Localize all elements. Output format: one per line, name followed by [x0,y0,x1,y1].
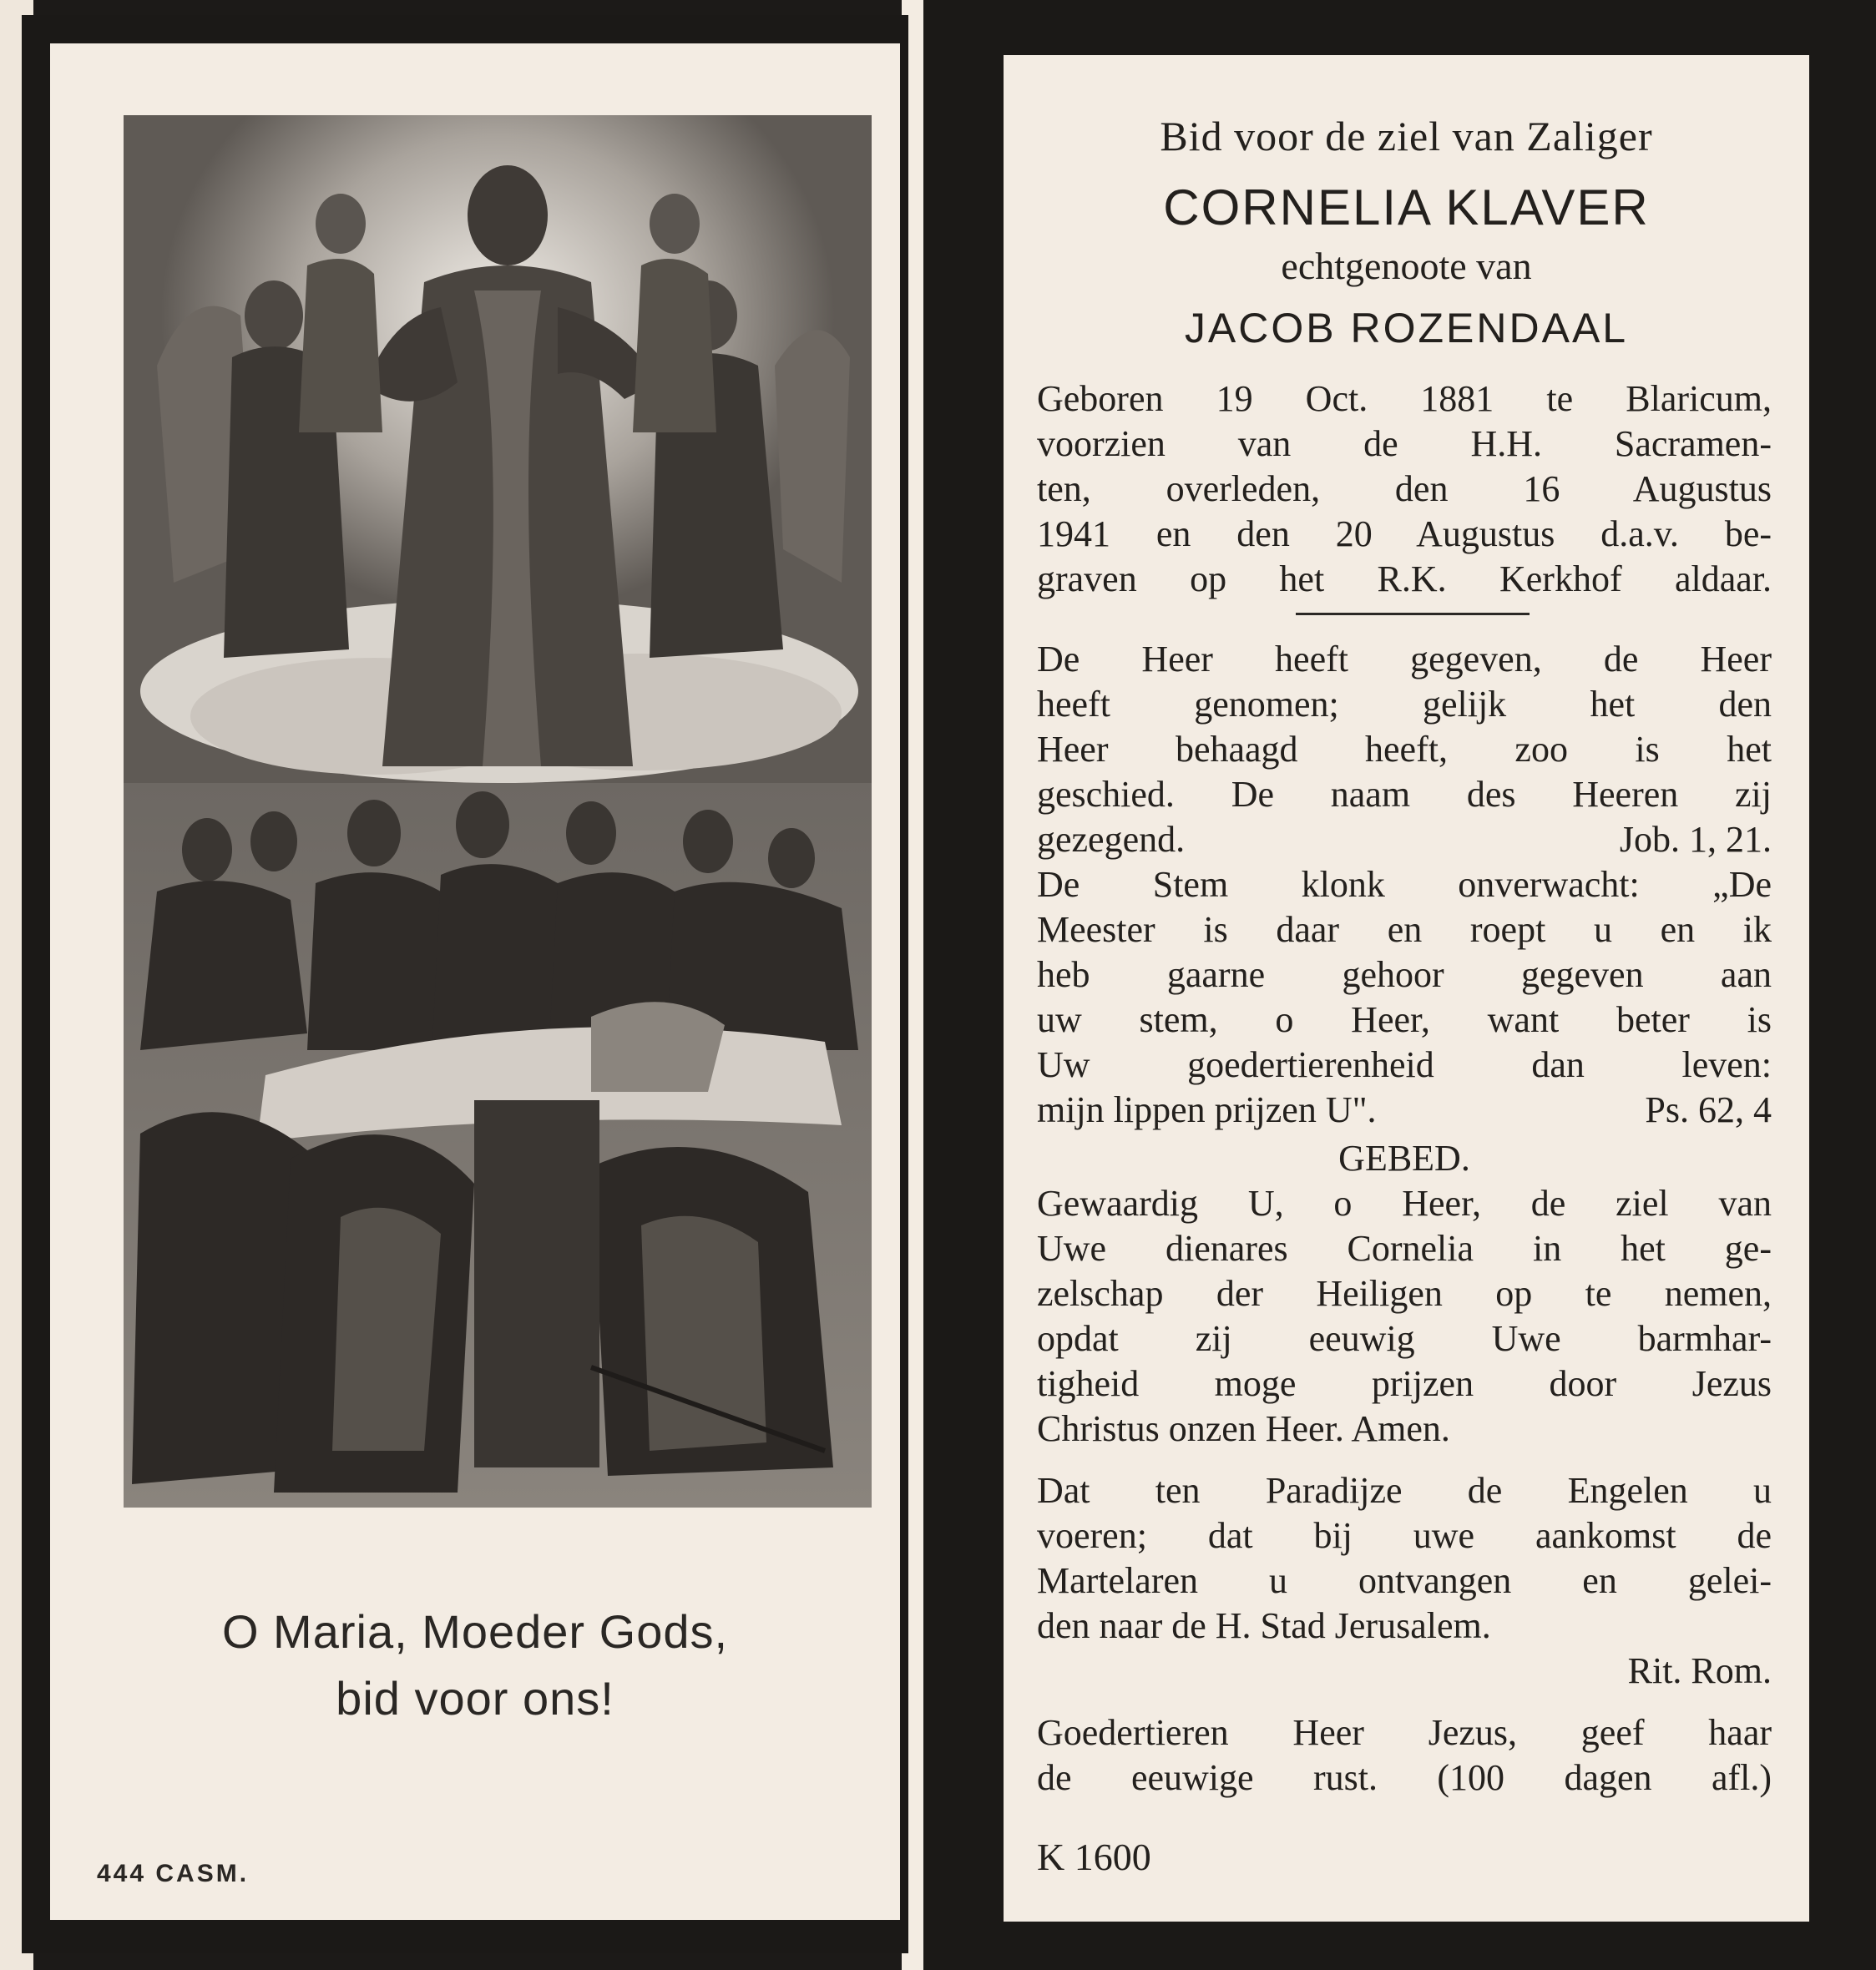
prayer-caption-line-1: O Maria, Moeder Gods, [221,1605,729,1658]
death-of-mary-engraving [124,115,872,1508]
biography-line: voorzien van de H.H. Sacramen- [1037,423,1772,464]
ritual-reference: Rit. Rom. [1627,1650,1772,1691]
prayer-line: tigheid moge prijzen door Jezus [1037,1363,1772,1404]
memorial-card-back [923,0,1876,1970]
spouse-name: JACOB ROZENDAAL [1184,305,1629,351]
ritual-line: den naar de H. Stad Jerusalem. [1037,1605,1491,1646]
verse-line: geschied. De naam des Heeren zij [1037,774,1772,815]
verse-line: mijn lippen prijzen U". [1037,1089,1377,1130]
prayer-line: Gewaardig U, o Heer, de ziel van [1037,1183,1772,1224]
prayer-line: zelschap der Heiligen op te nemen, [1037,1273,1772,1314]
devotional-illustration [124,115,872,1508]
card-front-paper [50,43,900,1920]
verse-line: heb gaarne gehoor gegeven aan [1037,954,1772,995]
verse-line: De Heer heeft gegeven, de Heer [1037,639,1772,679]
memorial-card-front [22,15,908,1953]
prayer-line: opdat zij eeuwig Uwe barmhar- [1037,1318,1772,1359]
deceased-name: CORNELIA KLAVER [1163,179,1650,235]
verse-line-with-reference [1037,818,1772,861]
scripture-reference: Job. 1, 21. [1619,819,1772,860]
prayer-line: Christus onzen Heer. Amen. [1037,1408,1450,1449]
ritual-line: voeren; dat bij uwe aankomst de [1037,1515,1772,1556]
prayer-line: Uwe dienares Cornelia in het ge- [1037,1228,1772,1269]
verse-line-with-reference [1037,1089,1772,1132]
verse-line: gezegend. [1037,819,1186,860]
prayer-title: GEBED. [1338,1138,1470,1179]
card-back-paper [1004,55,1809,1922]
biography-line: graven op het R.K. Kerkhof aldaar. [1037,558,1772,599]
verse-line: heeft genomen; gelijk het den [1037,684,1772,725]
scripture-reference: Ps. 62, 4 [1645,1089,1772,1130]
ritual-line: Martelaren u ontvangen en gelei- [1037,1560,1772,1601]
verse-line: Meester is daar en roept u en ik [1037,909,1772,950]
prayer-caption-line-2: bid voor ons! [336,1672,614,1725]
ritual-line: Dat ten Paradijze de Engelen u [1037,1470,1772,1511]
biography-line: ten, overleden, den 16 Augustus [1037,468,1772,509]
biography-line: 1941 en den 20 Augustus d.a.v. be- [1037,513,1772,554]
closing-line: de eeuwige rust. (100 dagen afl.) [1037,1757,1772,1798]
print-code: K 1600 [1037,1836,1151,1878]
section-divider [1296,613,1530,615]
closing-line: Goedertieren Heer Jezus, geef haar [1037,1712,1772,1753]
verse-line: Heer behaagd heeft, zoo is het [1037,729,1772,770]
verse-line: uw stem, o Heer, want beter is [1037,999,1772,1040]
biography-line: Geboren 19 Oct. 1881 te Blaricum, [1037,378,1772,419]
spouse-of-label: echtgenoote van [1281,245,1532,287]
verse-line: Uw goedertierenheid dan leven: [1037,1044,1772,1085]
intro-line: Bid voor de ziel van Zaliger [1160,113,1653,159]
verse-line: De Stem klonk onverwacht: „De [1037,864,1772,905]
publisher-code: 444 CASM. [97,1860,250,1887]
